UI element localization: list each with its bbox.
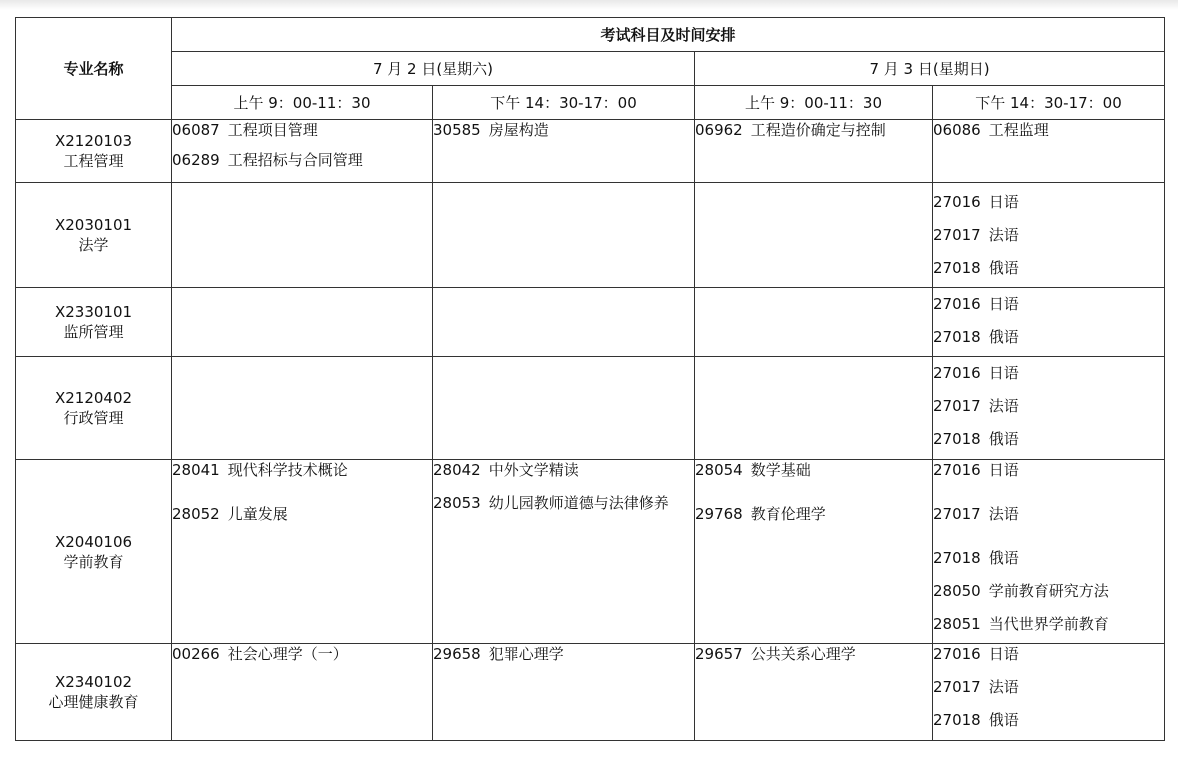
course-cell-empty bbox=[433, 288, 695, 357]
course-name: 社会心理学（一） bbox=[227, 645, 348, 663]
course-code: 28041 bbox=[172, 461, 220, 479]
course-code: 27016 bbox=[933, 295, 981, 313]
course-cell-empty bbox=[433, 357, 695, 460]
course-code: 06289 bbox=[172, 151, 220, 169]
course-name: 幼儿园教师道德与法律修养 bbox=[488, 494, 669, 512]
course-name: 俄语 bbox=[988, 259, 1019, 277]
major-cell bbox=[16, 644, 172, 741]
course-code: 27017 bbox=[933, 678, 981, 696]
course-code: 28054 bbox=[695, 461, 743, 479]
course-code: 27016 bbox=[933, 461, 981, 479]
course-name: 当代世界学前教育 bbox=[988, 615, 1109, 633]
course-item bbox=[933, 614, 1164, 634]
course-item bbox=[933, 294, 1164, 314]
course-item bbox=[933, 396, 1164, 416]
course-name: 中外文学精读 bbox=[488, 461, 579, 479]
course-code: 29657 bbox=[695, 645, 743, 663]
major-name: 学前教育 bbox=[63, 552, 124, 571]
table-row bbox=[16, 644, 1165, 741]
course-cell bbox=[433, 460, 695, 644]
course-code: 28051 bbox=[933, 615, 981, 633]
course-item bbox=[172, 644, 432, 664]
course-item bbox=[933, 504, 1164, 524]
major-name: 行政管理 bbox=[63, 409, 124, 427]
course-cell bbox=[433, 644, 695, 741]
course-code: 27018 bbox=[933, 430, 981, 448]
table-row bbox=[16, 288, 1165, 357]
major-code: X2330101 bbox=[54, 303, 133, 321]
course-cell bbox=[933, 288, 1165, 357]
course-item bbox=[695, 120, 932, 140]
course-cell bbox=[433, 120, 695, 183]
course-item bbox=[933, 192, 1164, 212]
course-code: 27016 bbox=[933, 193, 981, 211]
course-code: 27016 bbox=[933, 364, 981, 382]
course-name: 教育伦理学 bbox=[750, 505, 826, 523]
course-name: 日语 bbox=[988, 295, 1019, 313]
major-name: 心理健康教育 bbox=[48, 693, 139, 711]
day-header-2: 7 月 3 日(星期日) bbox=[695, 52, 1165, 86]
major-cell bbox=[16, 460, 172, 644]
course-code: 06962 bbox=[695, 121, 743, 139]
course-code: 27018 bbox=[933, 549, 981, 567]
course-cell-empty bbox=[695, 288, 933, 357]
course-code: 28042 bbox=[433, 461, 481, 479]
course-cell bbox=[933, 120, 1165, 183]
course-name: 法语 bbox=[988, 397, 1019, 415]
course-cell bbox=[933, 644, 1165, 741]
course-code: 28052 bbox=[172, 505, 220, 523]
course-item bbox=[433, 460, 694, 480]
slot-header-1: 上午 9：00-11：30 bbox=[172, 86, 433, 120]
top-shadow bbox=[0, 0, 1178, 10]
course-code: 30585 bbox=[433, 121, 481, 139]
course-item bbox=[695, 504, 932, 524]
course-name: 犯罪心理学 bbox=[488, 645, 564, 663]
course-name: 俄语 bbox=[988, 711, 1019, 729]
slot-header-2: 下午 14：30-17：00 bbox=[433, 86, 695, 120]
table-row bbox=[16, 183, 1165, 288]
course-item bbox=[172, 460, 432, 480]
course-cell bbox=[695, 460, 933, 644]
course-name: 俄语 bbox=[988, 549, 1019, 567]
course-item bbox=[433, 644, 694, 664]
course-code: 27017 bbox=[933, 226, 981, 244]
course-name: 现代科学技术概论 bbox=[227, 461, 348, 479]
course-code: 28050 bbox=[933, 582, 981, 600]
course-code: 27018 bbox=[933, 711, 981, 729]
course-code: 27018 bbox=[933, 328, 981, 346]
course-cell bbox=[172, 644, 433, 741]
major-code: X2120103 bbox=[54, 132, 133, 150]
major-cell bbox=[16, 183, 172, 288]
course-item bbox=[933, 460, 1164, 480]
course-item bbox=[433, 120, 694, 140]
course-cell bbox=[933, 357, 1165, 460]
table-row bbox=[16, 357, 1165, 460]
course-item bbox=[933, 258, 1164, 278]
course-item bbox=[433, 490, 694, 516]
major-cell bbox=[16, 357, 172, 460]
major-name-header: 专业名称 bbox=[16, 18, 172, 120]
course-code: 29768 bbox=[695, 505, 743, 523]
course-name: 俄语 bbox=[988, 430, 1019, 448]
course-cell bbox=[172, 460, 433, 644]
slot-header-4: 下午 14：30-17：00 bbox=[933, 86, 1165, 120]
table-row bbox=[16, 460, 1165, 644]
course-name: 工程项目管理 bbox=[227, 121, 318, 139]
course-item bbox=[933, 677, 1164, 697]
major-code: X2030101 bbox=[54, 216, 133, 234]
course-code: 06086 bbox=[933, 121, 981, 139]
major-code: X2120402 bbox=[54, 389, 133, 407]
major-cell bbox=[16, 120, 172, 183]
course-item bbox=[933, 225, 1164, 245]
course-code: 27017 bbox=[933, 505, 981, 523]
course-code: 28053 bbox=[433, 494, 481, 512]
course-item bbox=[933, 548, 1164, 568]
course-item bbox=[933, 363, 1164, 383]
major-name: 工程管理 bbox=[63, 152, 124, 170]
major-name: 法学 bbox=[78, 236, 109, 254]
course-item bbox=[172, 504, 432, 524]
course-item bbox=[695, 644, 932, 664]
course-cell bbox=[933, 460, 1165, 644]
course-cell-empty bbox=[172, 288, 433, 357]
course-item bbox=[172, 150, 432, 170]
course-cell bbox=[695, 120, 933, 183]
major-cell bbox=[16, 288, 172, 357]
day-header-1: 7 月 2 日(星期六) bbox=[172, 52, 695, 86]
course-name: 数学基础 bbox=[750, 461, 811, 479]
major-name: 监所管理 bbox=[63, 323, 124, 341]
course-name: 工程招标与合同管理 bbox=[227, 151, 363, 169]
course-name: 工程监理 bbox=[988, 121, 1049, 139]
course-name: 法语 bbox=[988, 678, 1019, 696]
slot-header-3: 上午 9：00-11：30 bbox=[695, 86, 933, 120]
course-name: 儿童发展 bbox=[227, 505, 288, 523]
course-cell-empty bbox=[172, 183, 433, 288]
course-code: 06087 bbox=[172, 121, 220, 139]
course-name: 日语 bbox=[988, 364, 1019, 382]
course-name: 日语 bbox=[988, 461, 1019, 479]
course-cell bbox=[172, 120, 433, 183]
course-cell-empty bbox=[433, 183, 695, 288]
course-cell-empty bbox=[172, 357, 433, 460]
course-name: 日语 bbox=[988, 645, 1019, 663]
course-code: 27018 bbox=[933, 259, 981, 277]
course-name: 日语 bbox=[988, 193, 1019, 211]
course-cell bbox=[933, 183, 1165, 288]
exam-schedule-table bbox=[15, 17, 1165, 741]
course-name: 学前教育研究方法 bbox=[988, 582, 1109, 600]
course-name: 法语 bbox=[988, 505, 1019, 523]
major-code: X2040106 bbox=[54, 532, 133, 551]
course-item bbox=[933, 327, 1164, 347]
schedule-title: 考试科目及时间安排 bbox=[172, 18, 1165, 52]
course-cell-empty bbox=[695, 357, 933, 460]
course-item bbox=[695, 460, 932, 480]
course-code: 27017 bbox=[933, 397, 981, 415]
course-name: 法语 bbox=[988, 226, 1019, 244]
course-cell bbox=[695, 644, 933, 741]
course-item bbox=[933, 581, 1164, 601]
course-item bbox=[933, 710, 1164, 730]
major-code: X2340102 bbox=[54, 673, 133, 691]
course-name: 公共关系心理学 bbox=[750, 645, 856, 663]
course-name: 工程造价确定与控制 bbox=[750, 121, 886, 139]
course-item bbox=[933, 120, 1164, 140]
course-code: 00266 bbox=[172, 645, 220, 663]
course-code: 29658 bbox=[433, 645, 481, 663]
table-row bbox=[16, 120, 1165, 183]
course-item bbox=[933, 644, 1164, 664]
course-code: 27016 bbox=[933, 645, 981, 663]
course-cell-empty bbox=[695, 183, 933, 288]
course-item bbox=[172, 120, 432, 140]
course-name: 房屋构造 bbox=[488, 121, 549, 139]
course-name: 俄语 bbox=[988, 328, 1019, 346]
course-item bbox=[933, 429, 1164, 449]
